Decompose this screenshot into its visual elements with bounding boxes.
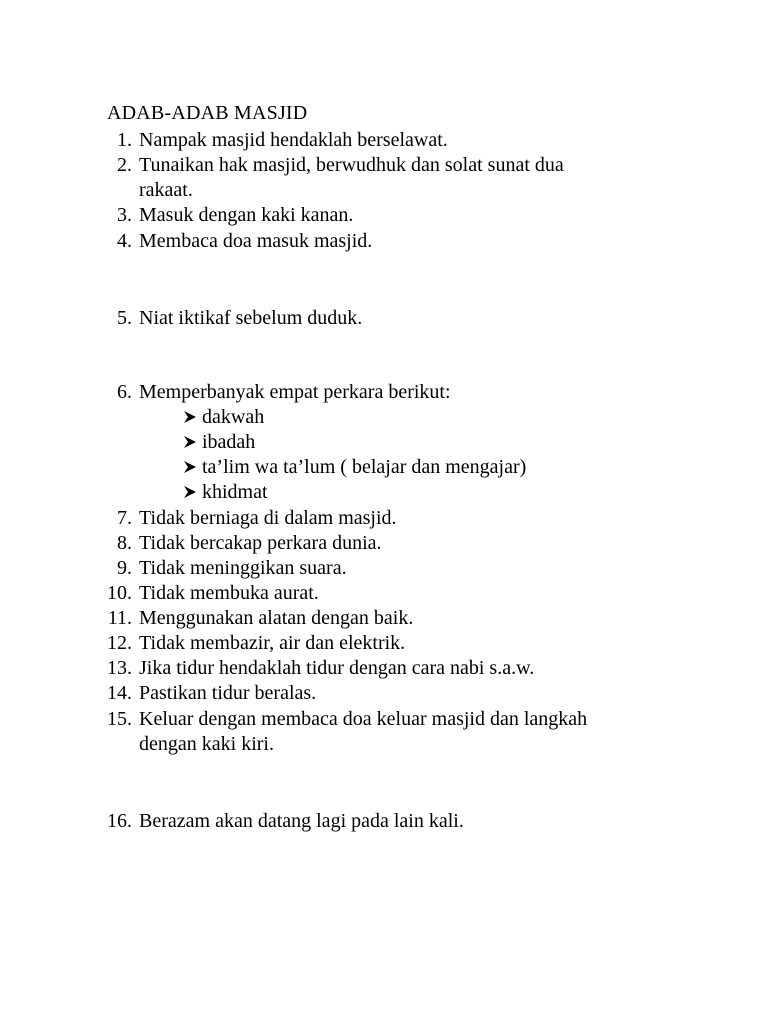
list-item-text: Niat iktikaf sebelum duduk. <box>139 307 363 329</box>
list-item-number: 5. <box>117 307 132 329</box>
sub-list-item <box>183 405 264 430</box>
list-item-number: 1. <box>117 129 132 151</box>
list-item-text: Tidak berniaga di dalam masjid. <box>139 507 397 529</box>
list-item-text: Tidak meninggikan suara. <box>139 557 347 579</box>
list-item-number: 2. <box>117 154 132 176</box>
list-item-number: 14. <box>107 682 132 704</box>
list-item-text: Tidak bercakap perkara dunia. <box>139 532 382 554</box>
sub-list-item <box>183 480 268 505</box>
list-item-number: 8. <box>117 532 132 554</box>
sub-list-item-text: ibadah <box>202 431 256 453</box>
list-item-text: Masuk dengan kaki kanan. <box>139 204 354 226</box>
list-item-number: 12. <box>107 632 132 654</box>
list-item-number: 7. <box>117 507 132 529</box>
list-item-text-continuation: dengan kaki kiri. <box>139 733 274 755</box>
sub-list-item-text: ta’lim wa ta’lum ( belajar dan mengajar) <box>202 456 527 478</box>
list-item-text: Memperbanyak empat perkara berikut: <box>139 381 451 403</box>
list-item-text: Tidak membazir, air dan elektrik. <box>139 632 406 654</box>
list-item-number: 16. <box>107 810 132 832</box>
sub-list-item-text: dakwah <box>202 406 265 428</box>
list-item-text: Tunaikan hak masjid, berwudhuk dan solat sunat dua <box>139 154 564 176</box>
list-item-number: 9. <box>117 557 132 579</box>
list-item-number: 10. <box>107 582 132 604</box>
list-item-number: 6. <box>117 381 132 403</box>
list-item-text: Berazam akan datang lagi pada lain kali. <box>139 810 464 832</box>
list-item-number: 13. <box>107 657 132 679</box>
list-item-text-continuation: rakaat. <box>139 179 193 201</box>
list-item-number: 15. <box>107 708 132 730</box>
arrow-bullet-icon <box>183 460 197 474</box>
list-item-text: Tidak membuka aurat. <box>139 582 319 604</box>
sub-list-item <box>183 455 526 480</box>
list-item-text: Jika tidur hendaklah tidur dengan cara nabi s.a.w. <box>139 657 535 679</box>
sub-list-item <box>183 430 255 455</box>
arrow-bullet-icon <box>183 410 197 424</box>
list-item-text: Nampak masjid hendaklah berselawat. <box>139 129 448 151</box>
list-item-text: Menggunakan alatan dengan baik. <box>139 607 414 629</box>
list-item-number: 11. <box>107 607 132 629</box>
list-item-number: 3. <box>117 204 132 226</box>
arrow-bullet-icon <box>183 435 197 449</box>
list-item-text: Membaca doa masuk masjid. <box>139 230 373 252</box>
list-item-text: Pastikan tidur beralas. <box>139 682 317 704</box>
arrow-bullet-icon <box>183 485 197 499</box>
sub-list-item-text: khidmat <box>202 481 268 503</box>
document-title: ADAB-ADAB MASJID <box>107 102 308 124</box>
list-item-number: 4. <box>117 230 132 252</box>
list-item-text: Keluar dengan membaca doa keluar masjid dan langkah <box>139 708 588 730</box>
